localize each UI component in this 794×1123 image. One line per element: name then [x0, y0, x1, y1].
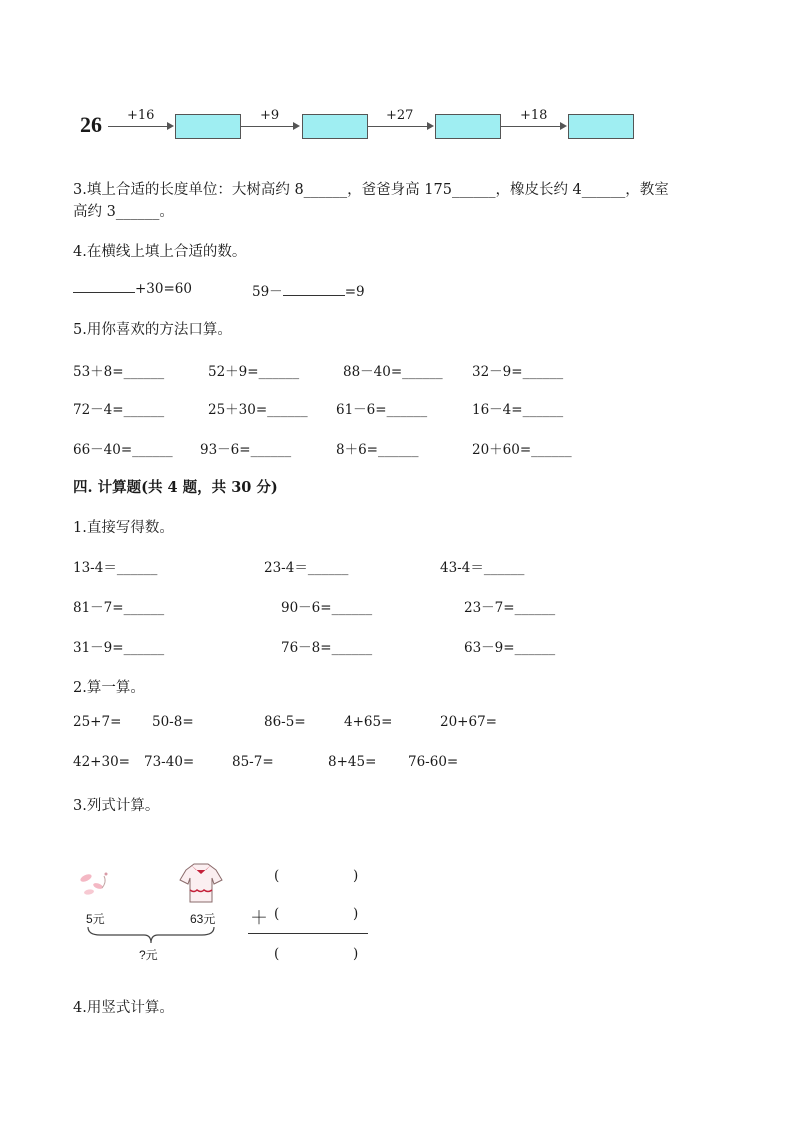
paren-open-1: (: [274, 868, 280, 884]
total-brace: [86, 925, 216, 947]
chain-step-2: +9: [260, 108, 280, 123]
chain-arrow-4: [501, 126, 561, 127]
chain-step-3: +27: [386, 108, 414, 123]
q4-item-1-suffix: +30=60: [135, 281, 192, 297]
q4-item-1: [73, 280, 192, 297]
paren-close-3: ): [353, 946, 359, 962]
chain-arrowhead-1: [167, 122, 174, 130]
s4q2-cell: 73-40=: [144, 754, 195, 770]
s4q3-title: 3.列式计算。: [73, 798, 160, 814]
price-flower: 5元: [86, 912, 105, 926]
s4q1-cell: 81－7=______: [73, 600, 165, 616]
q3-line-1: 3.填上合适的长度单位：大树高约 8______，爸爸身高 175______，橡皮长约 4______，教室: [73, 182, 669, 198]
s4q2-cell: 25+7=: [73, 714, 122, 730]
chain-start-number: 26: [80, 112, 102, 137]
chain-step-1: +16: [127, 108, 155, 123]
chain-answer-box-2[interactable]: [302, 114, 368, 139]
s4q2-cell: 20+67=: [440, 714, 497, 730]
q5-cell: 32－9=______: [472, 364, 564, 380]
s4q2-cell: 85-7=: [232, 754, 274, 770]
chain-arrowhead-2: [293, 122, 300, 130]
q4-item-2-prefix: 59－: [252, 284, 283, 300]
paren-close-2: ): [353, 906, 359, 922]
q5-title: 5.用你喜欢的方法口算。: [73, 322, 232, 338]
s4q1-cell: 76－8=______: [281, 640, 373, 656]
paren-close-1: ): [353, 868, 359, 884]
s4q2-title: 2.算一算。: [73, 680, 145, 696]
q5-cell: 88－40=______: [343, 364, 443, 380]
q5-cell: 20＋60=______: [472, 442, 572, 458]
chain-arrowhead-3: [427, 122, 434, 130]
shirt-illustration: [176, 860, 226, 906]
chain-answer-box-1[interactable]: [175, 114, 241, 139]
chain-step-4: +18: [520, 108, 548, 123]
s4q1-cell: 31－9=______: [73, 640, 165, 656]
flower-illustration: [76, 866, 116, 902]
q5-cell: 72－4=______: [73, 402, 165, 418]
s4q2-cell: 42+30=: [73, 754, 130, 770]
q5-cell: 25＋30=______: [208, 402, 308, 418]
chain-answer-box-4[interactable]: [568, 114, 634, 139]
chain-answer-box-3[interactable]: [435, 114, 501, 139]
q4-blank-1[interactable]: [73, 280, 135, 293]
q5-cell: 93－6=______: [200, 442, 292, 458]
s4q2-cell: 50-8=: [152, 714, 194, 730]
s4q2-cell: 86-5=: [264, 714, 306, 730]
sum-line: [248, 933, 368, 934]
q5-cell: 52＋9=______: [208, 364, 300, 380]
paren-open-2: (: [274, 906, 280, 922]
s4q4-title: 4.用竖式计算。: [73, 1000, 174, 1016]
s4q2-cell: 76-60=: [408, 754, 459, 770]
paren-open-3: (: [274, 946, 280, 962]
q3-line-2: 高约 3______。: [73, 204, 174, 220]
chain-arrow-2: [241, 126, 294, 127]
total-price: ?元: [139, 948, 158, 962]
section-4-title: 四. 计算题(共 4 题，共 30 分): [73, 479, 278, 496]
s4q2-cell: 8+45=: [328, 754, 377, 770]
q4-item-2-suffix: =9: [344, 284, 365, 300]
s4q1-title: 1.直接写得数。: [73, 520, 174, 536]
s4q1-cell: 13-4＝______: [73, 560, 158, 576]
s4q1-cell: 43-4＝______: [440, 560, 525, 576]
s4q1-cell: 23-4＝______: [264, 560, 349, 576]
chain-arrow-1: [108, 126, 168, 127]
chain-arrow-3: [368, 126, 428, 127]
q5-cell: 16－4=______: [472, 402, 564, 418]
q4-blank-2[interactable]: [283, 283, 345, 296]
q5-cell: 66－40=______: [73, 442, 173, 458]
q4-title: 4.在横线上填上合适的数。: [73, 244, 247, 260]
plus-sign: ＋: [250, 908, 268, 929]
s4q2-cell: 4+65=: [344, 714, 393, 730]
q5-cell: 53＋8=______: [73, 364, 165, 380]
s4q1-cell: 23－7=______: [464, 600, 556, 616]
price-shirt: 63元: [190, 912, 216, 926]
chain-arrowhead-4: [560, 122, 567, 130]
q5-cell: 61－6=______: [336, 402, 428, 418]
q4-item-2: [252, 280, 365, 300]
s4q1-cell: 63－9=______: [464, 640, 556, 656]
s4q1-cell: 90－6=______: [281, 600, 373, 616]
q5-cell: 8＋6=______: [336, 442, 419, 458]
